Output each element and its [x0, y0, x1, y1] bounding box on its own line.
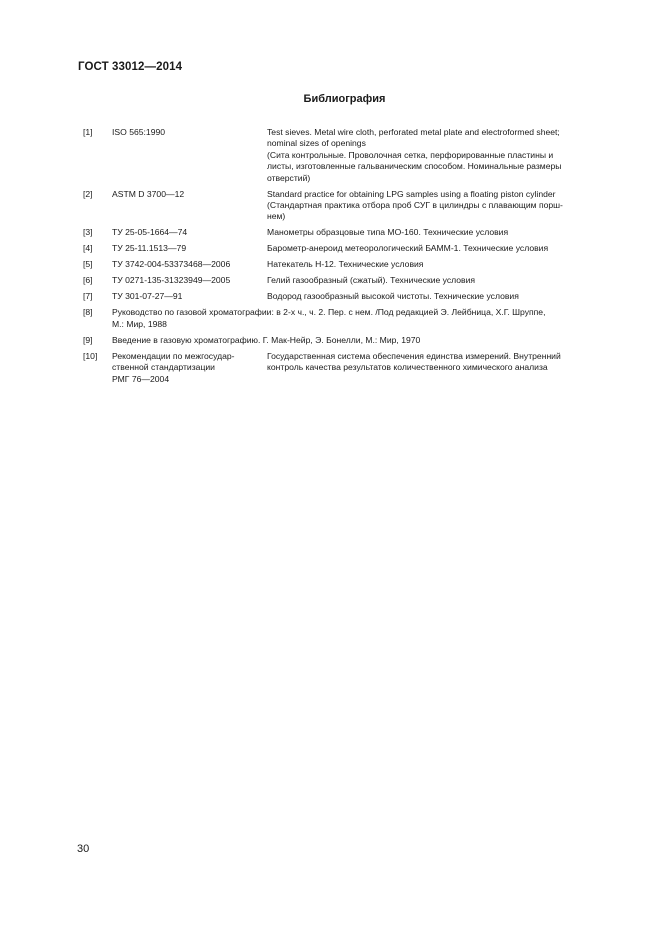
entry-code-line: Рекомендации по межгосудар-: [112, 350, 235, 361]
entry-number: [9]: [83, 334, 93, 345]
entry-title: [267, 291, 613, 302]
entry-number: [4]: [83, 243, 93, 254]
entry-number: [5]: [83, 259, 93, 270]
entry-code: ISO 565:1990: [112, 127, 166, 137]
entry-title: [267, 351, 613, 385]
entry-title-line: Test sieves. Metal wire cloth, perforated metal plate and electroformed sheet;: [267, 127, 560, 137]
entry-number: [3]: [83, 227, 93, 238]
entry-full-text: [112, 307, 613, 330]
bibliography-entry-2: [83, 189, 613, 223]
bibliography-entry-6: [83, 275, 613, 286]
bibliography-title: Библиография: [303, 93, 386, 105]
bibliography-entry-10: [83, 351, 613, 385]
entry-code-line: ственной стандартизации: [112, 362, 215, 373]
bibliography-entry-3: [83, 227, 613, 238]
bibliography-entry-4: [83, 243, 613, 254]
bibliography-entry-5: [83, 259, 613, 270]
entry-text-line: Руководство по газовой хроматографии: в 2-х ч., ч. 2. Пер. с нем. /Под редакцией Э. Лейбница, Х.Г. Шруппе,: [112, 307, 546, 318]
entry-text-line: Введение в газовую хроматографию. Г. Мак-Нейр, Э. Бонелли, М.: Мир, 1970: [112, 334, 421, 345]
document-id-header: ГОСТ 33012—2014: [78, 61, 183, 73]
entry-title: [267, 127, 613, 184]
page-number: 30: [77, 843, 90, 855]
entry-code: ASTM D 3700—12: [112, 188, 185, 199]
entry-number: [7]: [83, 291, 93, 302]
entry-title-line: Натекатель Н-12. Технические условия: [267, 259, 424, 270]
entry-number: [6]: [83, 275, 93, 286]
bibliography-entry-1: [83, 127, 613, 184]
bibliography-entry-8: [83, 307, 613, 330]
entry-number: [10]: [83, 350, 98, 361]
entry-title-line: nominal sizes of openings: [267, 138, 366, 149]
entry-code-line: РМГ 76—2004: [112, 373, 170, 384]
entry-title-line: (Стандартная практика отбора проб СУГ в цилиндры с плавающим порш-: [267, 200, 563, 211]
entry-title: [267, 259, 613, 270]
entry-title: [267, 275, 613, 286]
entry-title-line: Манометры образцовые типа МО-160. Технические условия: [267, 227, 509, 238]
entry-code: ТУ 0271-135-31323949—2005: [112, 275, 231, 286]
entry-code: ТУ 25-05-1664—74: [112, 227, 188, 238]
bibliography-list: [83, 127, 613, 390]
entry-number: [8]: [83, 307, 93, 318]
entry-title: [267, 243, 613, 254]
entry-title: [267, 189, 613, 223]
entry-code: ТУ 3742-004-53373468—2006: [112, 259, 231, 270]
entry-title-line: листы, изготовленные гальваническим способом. Номинальные размеры: [267, 161, 562, 172]
entry-title-line: нем): [267, 211, 286, 222]
entry-code: [112, 351, 267, 385]
bibliography-entry-9: [83, 335, 613, 346]
entry-title-line: Государственная система обеспечения единства измерений. Внутренний: [267, 350, 561, 361]
bibliography-entry-7: [83, 291, 613, 302]
entry-title-line: Водород газообразный высокой чистоты. Технические условия: [267, 291, 519, 302]
entry-title-line: Гелий газообразный (сжатый). Технические условия: [267, 275, 476, 286]
entry-title-line: Standard practice for obtaining LPG samples using a floating piston cylinder: [267, 188, 556, 199]
entry-title-line: (Сита контрольные. Проволочная сетка, перфорированные пластины и: [267, 149, 554, 160]
entry-full-text: [112, 335, 613, 346]
entry-number: [2]: [83, 188, 93, 199]
entry-title: [267, 227, 613, 238]
entry-code: ТУ 301-07-27—91: [112, 291, 183, 302]
entry-title-line: контроль качества результатов количественного химического анализа: [267, 362, 548, 373]
entry-text-line: М.: Мир, 1988: [112, 318, 167, 329]
entry-number: [1]: [83, 127, 93, 137]
entry-title-line: отверстий): [267, 172, 311, 183]
entry-code: ТУ 25-11.1513—79: [112, 243, 187, 254]
entry-title-line: Барометр-анероид метеорологический БАММ-1. Технические условия: [267, 243, 549, 254]
